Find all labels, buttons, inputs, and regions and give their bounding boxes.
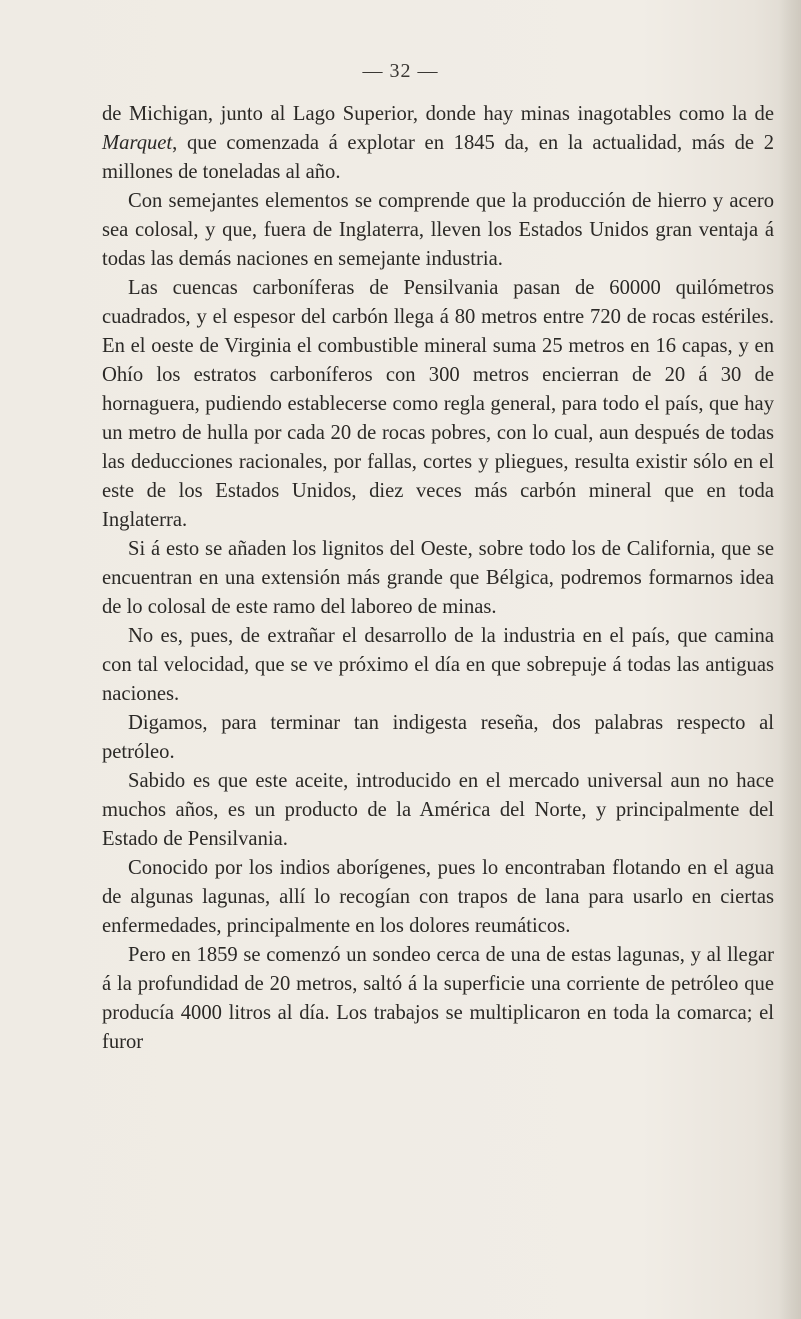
paragraph-8 <box>102 854 774 941</box>
text-segment: Digamos, para terminar tan indigesta reseña, dos palabras respecto al petróleo. <box>102 712 774 763</box>
paragraph-9 <box>102 941 774 1057</box>
paragraph-6 <box>102 709 774 767</box>
text-segment: Sabido es que este aceite, introducido en el mercado universal aun no hace muchos años, es un producto de la América del Norte, y principalmente del Estado de Pensilvania. <box>102 770 774 850</box>
text-segment: Las cuencas carboníferas de Pensilvania pasan de 60000 quilómetros cuadrados, y el espesor del carbón llega á 80 metros entre 720 de rocas estériles. En el oeste de Virginia el combustible mineral suma 25 metros en 16 capas, y en Ohío los estratos carboníferos con 300 metros encierran de 20 á 30 de hornaguera, pudiendo establecerse como regla general, para todo el país, que hay un metro de hulla por cada 20 de rocas pobres, con lo cual, aun después de todas las deducciones racionales, por fallas, cortes y pliegues, resulta existir sólo en el este de los Estados Unidos, diez veces más carbón mineral que en toda Inglaterra. <box>102 277 774 531</box>
text-segment: Si á esto se añaden los lignitos del Oeste, sobre todo los de California, que se encuentran en una extensión más grande que Bélgica, podremos formarnos idea de lo colosal de este ramo del laboreo de minas. <box>102 538 774 618</box>
text-segment: , que comenzada á explotar en 1845 da, en la actualidad, más de 2 millones de toneladas al año. <box>102 132 774 183</box>
paragraph-1 <box>102 100 774 187</box>
text-segment: Con semejantes elementos se comprende que la producción de hierro y acero sea colosal, y que, fuera de Inglaterra, lleven los Estados Unidos gran ventaja á todas las demás naciones en semejante industria. <box>102 190 774 270</box>
text-segment: Pero en 1859 se comenzó un sondeo cerca de una de estas lagunas, y al llegar á la profundidad de 20 metros, saltó á la superficie una corriente de petróleo que producía 4000 litros al día. Los trabajos se multiplicaron en toda la comarca; el furor <box>102 944 774 1053</box>
body-text <box>102 100 774 1057</box>
text-segment: No es, pues, de extrañar el desarrollo de la industria en el país, que camina con tal velocidad, que se ve próximo el día en que sobrepuje á todas las antiguas naciones. <box>102 625 774 705</box>
page-edge-shadow <box>779 0 801 1319</box>
italic-place-name: Marquet <box>102 132 173 154</box>
text-segment: de Michigan, junto al Lago Superior, donde hay minas inagotables como la de <box>102 103 774 125</box>
paragraph-7 <box>102 767 774 854</box>
text-segment: Conocido por los indios aborígenes, pues lo encontraban flotando en el agua de algunas lagunas, allí lo recogían con trapos de lana para usarlo en ciertas enfermedades, principalmente en los dolores reumáticos. <box>102 857 774 937</box>
paragraph-3 <box>102 274 774 535</box>
page-number: — 32 — <box>362 60 439 82</box>
paragraph-2 <box>102 187 774 274</box>
paragraph-4 <box>102 535 774 622</box>
paragraph-5 <box>102 622 774 709</box>
